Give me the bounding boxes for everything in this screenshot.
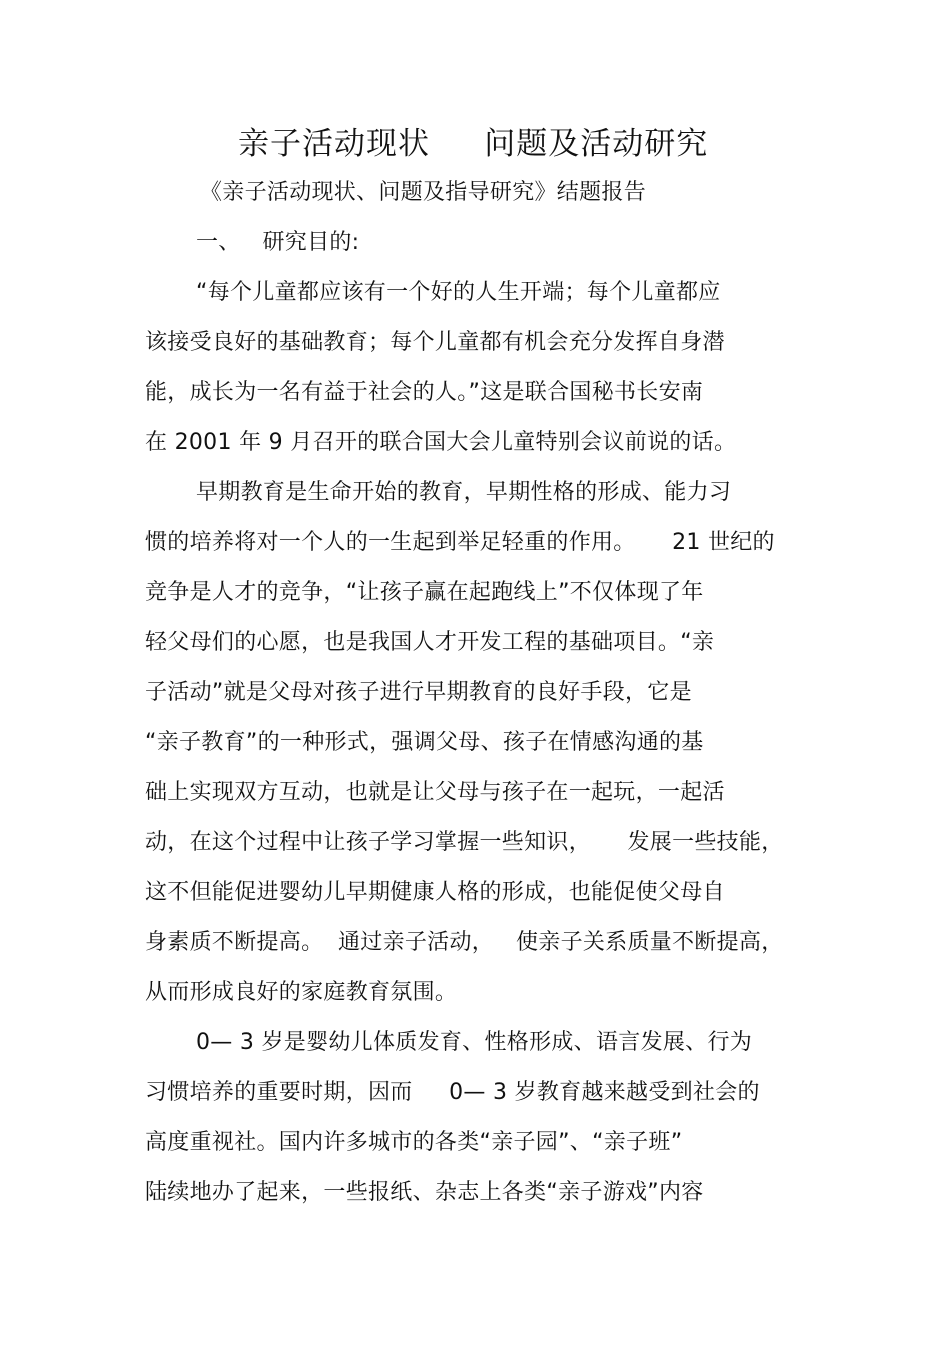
body-line: 轻父母们的心愿，也是我国人才开发工程的基础项目。“亲: [145, 630, 715, 655]
body-line: 身素质不断提高。 通过亲子活动， 使亲子关系质量不断提高，: [145, 930, 784, 955]
body-line: 该接受良好的基础教育；每个儿童都有机会充分发挥自身潜: [145, 330, 725, 355]
body-line: 惯的培养将对一个人的一生起到举足轻重的作用。 21 世纪的: [145, 530, 775, 555]
body-line: 早期教育是生命开始的教育，早期性格的形成、能力习: [196, 480, 732, 505]
body-line: 0— 3 岁是婴幼儿体质发育、性格形成、语言发展、行为: [196, 1030, 753, 1055]
body-line: 从而形成良好的家庭教育氛围。: [145, 980, 458, 1005]
body-line: 竞争是人才的竞争，“让孩子赢在起跑线上”不仅体现了年: [145, 580, 704, 605]
section-heading: 一、 研究目的:: [196, 230, 360, 255]
body-line: 陆续地办了起来，一些报纸、杂志上各类“亲子游戏”内容: [145, 1180, 704, 1205]
body-line: “每个儿童都应该有一个好的人生开端；每个儿童都应: [196, 280, 721, 305]
document-subtitle: 《亲子活动现状、问题及指导研究》结题报告: [200, 180, 647, 205]
body-line: 动，在这个过程中让孩子学习掌握一些知识， 发展一些技能，: [145, 830, 784, 855]
body-line: 高度重视社。国内许多城市的各类“亲子园”、“亲子班”: [145, 1130, 683, 1155]
body-line: 习惯培养的重要时期，因而 0— 3 岁教育越来越受到社会的: [145, 1080, 760, 1105]
document-title: 亲子活动现状 问题及活动研究: [238, 126, 709, 162]
body-line: 础上实现双方互动，也就是让父母与孩子在一起玩，一起活: [145, 780, 725, 805]
body-line: “亲子教育”的一种形式，强调父母、孩子在情感沟通的基: [145, 730, 704, 755]
body-line: 子活动”就是父母对孩子进行早期教育的良好手段，它是: [145, 680, 692, 705]
body-line: 在 2001 年 9 月召开的联合国大会儿童特别会议前说的话。: [145, 430, 737, 455]
body-line: 这不但能促进婴幼儿早期健康人格的形成，也能促使父母自: [145, 880, 725, 905]
body-line: 能，成长为一名有益于社会的人。”这是联合国秘书长安南: [145, 380, 704, 405]
